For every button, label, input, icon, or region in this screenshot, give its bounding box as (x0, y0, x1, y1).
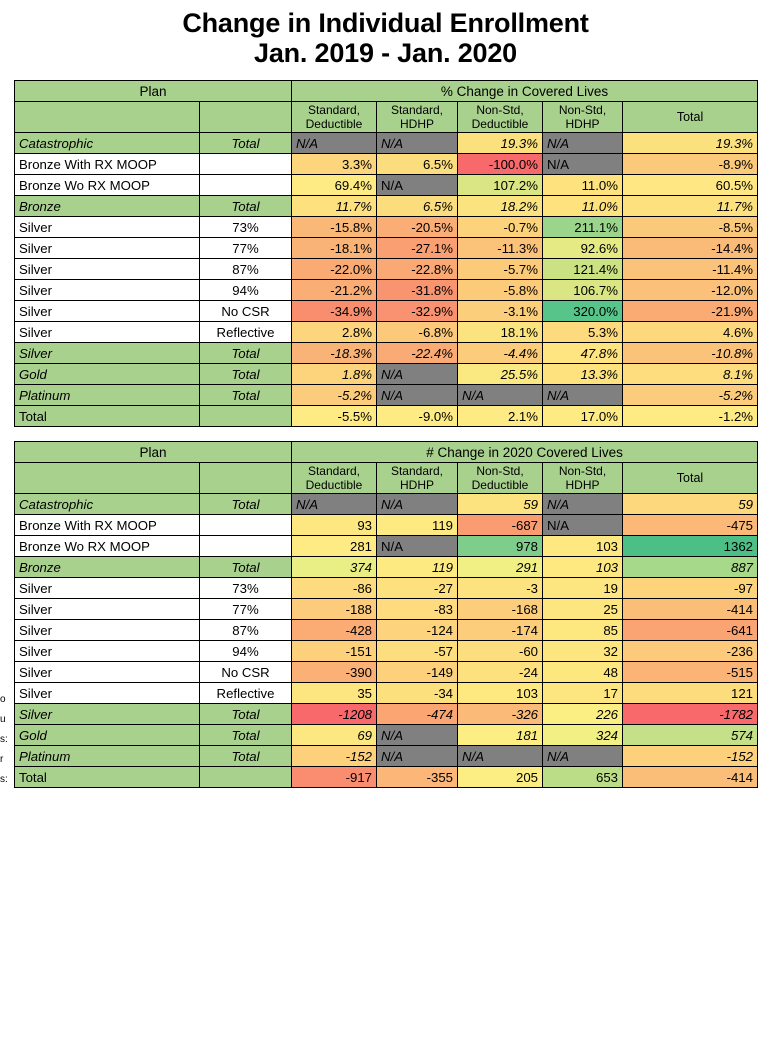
data-cell: 119 (377, 557, 458, 578)
header-col-4 (543, 102, 623, 133)
data-cell: -326 (458, 704, 543, 725)
title-line-2: Jan. 2019 - Jan. 2020 (254, 38, 517, 68)
data-cell: -60 (458, 641, 543, 662)
table-row (15, 259, 758, 280)
row-plan-label: Silver (15, 683, 200, 704)
data-cell: -151 (292, 641, 377, 662)
table-row (15, 641, 758, 662)
data-cell: -86 (292, 578, 377, 599)
data-cell: 17.0% (543, 406, 623, 427)
data-cell: 11.0% (543, 175, 623, 196)
data-cell: -14.4% (623, 238, 758, 259)
data-cell: -10.8% (623, 343, 758, 364)
table-row (15, 704, 758, 725)
data-cell: 59 (458, 494, 543, 515)
row-plan-label: Platinum (15, 385, 200, 406)
data-cell: -12.0% (623, 280, 758, 301)
data-cell: 59 (623, 494, 758, 515)
data-cell: -3.1% (458, 301, 543, 322)
pct-change-table (14, 80, 758, 427)
data-cell: 11.0% (543, 196, 623, 217)
data-cell: -34.9% (292, 301, 377, 322)
data-cell: -27 (377, 578, 458, 599)
data-cell: -8.5% (623, 217, 758, 238)
data-cell: N/A (377, 494, 458, 515)
row-plan-label: Catastrophic (15, 494, 200, 515)
header-col-2 (377, 463, 458, 494)
table-row (15, 175, 758, 196)
data-cell: -475 (623, 515, 758, 536)
header-col-line1: Standard, (390, 103, 444, 117)
data-cell: 181 (458, 725, 543, 746)
data-cell: 653 (543, 767, 623, 788)
header-col-line2: Deductible (305, 117, 363, 131)
data-cell: 92.6% (543, 238, 623, 259)
data-cell: N/A (543, 515, 623, 536)
row-sub-label: Total (200, 343, 292, 364)
header-blank-plan (15, 463, 200, 494)
row-sub-label: No CSR (200, 662, 292, 683)
data-cell: -22.8% (377, 259, 458, 280)
data-cell: -32.9% (377, 301, 458, 322)
header-col-line1: Standard, (307, 464, 361, 478)
data-cell: 85 (543, 620, 623, 641)
data-cell: -8.9% (623, 154, 758, 175)
data-cell: -21.2% (292, 280, 377, 301)
data-cell: -24 (458, 662, 543, 683)
data-cell: -11.3% (458, 238, 543, 259)
data-cell: -390 (292, 662, 377, 683)
data-cell: 19.3% (458, 133, 543, 154)
row-sub-label: 94% (200, 280, 292, 301)
data-cell: -3 (458, 578, 543, 599)
data-cell: N/A (377, 536, 458, 557)
row-plan-label: Bronze (15, 196, 200, 217)
data-cell: 3.3% (292, 154, 377, 175)
data-cell: 18.1% (458, 322, 543, 343)
data-cell: -917 (292, 767, 377, 788)
page-title (0, 0, 771, 68)
data-cell: -124 (377, 620, 458, 641)
row-plan-label: Platinum (15, 746, 200, 767)
data-cell: -97 (623, 578, 758, 599)
data-cell: N/A (458, 746, 543, 767)
data-cell: N/A (377, 746, 458, 767)
table-row (15, 536, 758, 557)
row-plan-label: Silver (15, 599, 200, 620)
row-plan-label: Silver (15, 662, 200, 683)
side-note: u (0, 714, 6, 725)
count-change-table-wrap (14, 441, 757, 788)
data-cell: 8.1% (623, 364, 758, 385)
table-header-row (15, 442, 758, 463)
data-cell: N/A (377, 385, 458, 406)
data-cell: 5.3% (543, 322, 623, 343)
data-cell: -22.4% (377, 343, 458, 364)
row-plan-label: Silver (15, 578, 200, 599)
row-sub-label: 87% (200, 259, 292, 280)
row-plan-label: Total (15, 406, 200, 427)
data-cell: 6.5% (377, 154, 458, 175)
table-subheader-row (15, 102, 758, 133)
data-cell: -414 (623, 599, 758, 620)
data-cell: 47.8% (543, 343, 623, 364)
header-col-line1: Non-Std, (476, 464, 524, 478)
table-row (15, 725, 758, 746)
row-plan-label: Bronze Wo RX MOOP (15, 175, 200, 196)
header-col-line1: Non-Std, (558, 464, 607, 478)
row-plan-label: Bronze With RX MOOP (15, 515, 200, 536)
data-cell: N/A (377, 133, 458, 154)
data-cell: -5.2% (623, 385, 758, 406)
data-cell: -428 (292, 620, 377, 641)
side-note: r (0, 754, 4, 765)
header-plan: Plan (15, 81, 292, 102)
data-cell: 2.8% (292, 322, 377, 343)
side-note: o (0, 694, 6, 705)
row-sub-label: Total (200, 494, 292, 515)
header-blank-sub (200, 102, 292, 133)
table-row (15, 578, 758, 599)
data-cell: -57 (377, 641, 458, 662)
row-plan-label: Bronze With RX MOOP (15, 154, 200, 175)
row-sub-label (200, 767, 292, 788)
table-row (15, 217, 758, 238)
data-cell: 69 (292, 725, 377, 746)
data-cell: 11.7% (292, 196, 377, 217)
data-cell: 574 (623, 725, 758, 746)
data-cell: -168 (458, 599, 543, 620)
table-row (15, 343, 758, 364)
row-plan-label: Silver (15, 343, 200, 364)
row-sub-label: 77% (200, 238, 292, 259)
data-cell: N/A (543, 746, 623, 767)
data-cell: -83 (377, 599, 458, 620)
row-sub-label: 94% (200, 641, 292, 662)
data-cell: N/A (377, 725, 458, 746)
header-col-line2: Deductible (305, 478, 363, 492)
data-cell: 320.0% (543, 301, 623, 322)
data-cell: -1782 (623, 704, 758, 725)
table-row (15, 196, 758, 217)
table-row (15, 599, 758, 620)
table-row (15, 280, 758, 301)
data-cell: N/A (292, 494, 377, 515)
data-cell: -0.7% (458, 217, 543, 238)
data-cell: -174 (458, 620, 543, 641)
row-sub-label: 73% (200, 578, 292, 599)
data-cell: -9.0% (377, 406, 458, 427)
header-col-line2: HDHP (565, 117, 600, 131)
row-sub-label: Reflective (200, 322, 292, 343)
row-sub-label: Total (200, 364, 292, 385)
row-plan-label: Silver (15, 301, 200, 322)
data-cell: 107.2% (458, 175, 543, 196)
data-cell: -100.0% (458, 154, 543, 175)
table-header-row (15, 81, 758, 102)
header-col-line2: Deductible (471, 478, 529, 492)
data-cell: -149 (377, 662, 458, 683)
data-cell: -152 (623, 746, 758, 767)
data-cell: -188 (292, 599, 377, 620)
data-cell: 48 (543, 662, 623, 683)
data-cell: -21.9% (623, 301, 758, 322)
header-col-4 (543, 463, 623, 494)
table-row (15, 620, 758, 641)
data-cell: 6.5% (377, 196, 458, 217)
data-cell: -1208 (292, 704, 377, 725)
header-blank-sub (200, 463, 292, 494)
header-col-total: Total (623, 463, 758, 494)
table-row (15, 406, 758, 427)
table-row (15, 385, 758, 406)
data-cell: -15.8% (292, 217, 377, 238)
row-sub-label: 73% (200, 217, 292, 238)
row-plan-label: Silver (15, 322, 200, 343)
data-cell: 25.5% (458, 364, 543, 385)
data-cell: 887 (623, 557, 758, 578)
data-cell: 291 (458, 557, 543, 578)
data-cell: -6.8% (377, 322, 458, 343)
row-sub-label: Total (200, 196, 292, 217)
table-row (15, 154, 758, 175)
row-sub-label: Total (200, 746, 292, 767)
data-cell: -5.8% (458, 280, 543, 301)
header-col-line2: Deductible (471, 117, 529, 131)
data-cell: N/A (543, 385, 623, 406)
row-plan-label: Gold (15, 725, 200, 746)
data-cell: 1362 (623, 536, 758, 557)
table-row (15, 557, 758, 578)
row-sub-label: No CSR (200, 301, 292, 322)
data-cell: N/A (543, 133, 623, 154)
row-sub-label (200, 175, 292, 196)
data-cell: 121.4% (543, 259, 623, 280)
data-cell: N/A (543, 494, 623, 515)
table-subheader-row (15, 463, 758, 494)
data-cell: N/A (377, 175, 458, 196)
data-cell: 121 (623, 683, 758, 704)
header-col-line2: HDHP (399, 478, 434, 492)
header-blank-plan (15, 102, 200, 133)
header-col-line1: Standard, (307, 103, 361, 117)
table-row (15, 301, 758, 322)
data-cell: 25 (543, 599, 623, 620)
header-col-line2: HDHP (565, 478, 600, 492)
row-sub-label: 77% (200, 599, 292, 620)
data-cell: 19.3% (623, 133, 758, 154)
data-cell: -20.5% (377, 217, 458, 238)
data-cell: -5.2% (292, 385, 377, 406)
data-cell: -687 (458, 515, 543, 536)
header-col-line1: Standard, (390, 464, 444, 478)
side-margin-notes (0, 690, 12, 790)
table-row (15, 133, 758, 154)
data-cell: 106.7% (543, 280, 623, 301)
data-cell: 324 (543, 725, 623, 746)
header-col-1 (292, 463, 377, 494)
side-note: s: (0, 734, 8, 745)
side-note: s: (0, 774, 8, 785)
row-plan-label: Gold (15, 364, 200, 385)
row-plan-label: Catastrophic (15, 133, 200, 154)
data-cell: -4.4% (458, 343, 543, 364)
data-cell: 18.2% (458, 196, 543, 217)
row-plan-label: Silver (15, 217, 200, 238)
row-sub-label: Total (200, 385, 292, 406)
data-cell: 211.1% (543, 217, 623, 238)
row-sub-label: Total (200, 557, 292, 578)
header-col-line1: Non-Std, (558, 103, 607, 117)
data-cell: 32 (543, 641, 623, 662)
table-row (15, 662, 758, 683)
data-cell: -641 (623, 620, 758, 641)
header-measure: # Change in 2020 Covered Lives (292, 442, 758, 463)
data-cell: 1.8% (292, 364, 377, 385)
data-cell: 35 (292, 683, 377, 704)
title-line-1: Change in Individual Enrollment (182, 8, 589, 38)
table-row (15, 322, 758, 343)
data-cell: -236 (623, 641, 758, 662)
row-sub-label (200, 515, 292, 536)
table-row (15, 746, 758, 767)
data-cell: 69.4% (292, 175, 377, 196)
data-cell: -1.2% (623, 406, 758, 427)
table-row (15, 238, 758, 259)
row-sub-label (200, 536, 292, 557)
data-cell: -152 (292, 746, 377, 767)
data-cell: 93 (292, 515, 377, 536)
row-sub-label: Reflective (200, 683, 292, 704)
count-change-table (14, 441, 758, 788)
table-row (15, 494, 758, 515)
data-cell: -11.4% (623, 259, 758, 280)
table-row (15, 767, 758, 788)
data-cell: -18.3% (292, 343, 377, 364)
data-cell: 374 (292, 557, 377, 578)
row-sub-label: Total (200, 133, 292, 154)
data-cell: 17 (543, 683, 623, 704)
header-col-3 (458, 463, 543, 494)
pct-change-table-wrap (14, 80, 757, 427)
data-cell: 226 (543, 704, 623, 725)
data-cell: -22.0% (292, 259, 377, 280)
header-col-3 (458, 102, 543, 133)
row-plan-label: Bronze Wo RX MOOP (15, 536, 200, 557)
header-col-line1: Non-Std, (476, 103, 524, 117)
row-sub-label (200, 406, 292, 427)
data-cell: N/A (543, 154, 623, 175)
row-plan-label: Silver (15, 704, 200, 725)
data-cell: -27.1% (377, 238, 458, 259)
row-sub-label (200, 154, 292, 175)
data-cell: 103 (458, 683, 543, 704)
data-cell: 103 (543, 536, 623, 557)
data-cell: 4.6% (623, 322, 758, 343)
data-cell: 11.7% (623, 196, 758, 217)
row-sub-label: Total (200, 704, 292, 725)
data-cell: N/A (377, 364, 458, 385)
row-plan-label: Silver (15, 238, 200, 259)
row-sub-label: Total (200, 725, 292, 746)
data-cell: 281 (292, 536, 377, 557)
data-cell: -414 (623, 767, 758, 788)
data-cell: -5.5% (292, 406, 377, 427)
row-plan-label: Silver (15, 280, 200, 301)
row-plan-label: Silver (15, 259, 200, 280)
row-plan-label: Bronze (15, 557, 200, 578)
data-cell: 978 (458, 536, 543, 557)
table-row (15, 364, 758, 385)
header-plan: Plan (15, 442, 292, 463)
header-col-1 (292, 102, 377, 133)
data-cell: N/A (458, 385, 543, 406)
data-cell: -355 (377, 767, 458, 788)
data-cell: 19 (543, 578, 623, 599)
data-cell: -5.7% (458, 259, 543, 280)
row-plan-label: Silver (15, 620, 200, 641)
data-cell: N/A (292, 133, 377, 154)
data-cell: -18.1% (292, 238, 377, 259)
data-cell: -474 (377, 704, 458, 725)
data-cell: -515 (623, 662, 758, 683)
data-cell: 103 (543, 557, 623, 578)
data-cell: -34 (377, 683, 458, 704)
row-plan-label: Silver (15, 641, 200, 662)
header-col-total: Total (623, 102, 758, 133)
data-cell: 13.3% (543, 364, 623, 385)
row-plan-label: Total (15, 767, 200, 788)
header-measure: % Change in Covered Lives (292, 81, 758, 102)
data-cell: 60.5% (623, 175, 758, 196)
data-cell: 205 (458, 767, 543, 788)
data-cell: -31.8% (377, 280, 458, 301)
header-col-line2: HDHP (399, 117, 434, 131)
header-col-2 (377, 102, 458, 133)
table-row (15, 515, 758, 536)
table-row (15, 683, 758, 704)
data-cell: 2.1% (458, 406, 543, 427)
data-cell: 119 (377, 515, 458, 536)
row-sub-label: 87% (200, 620, 292, 641)
